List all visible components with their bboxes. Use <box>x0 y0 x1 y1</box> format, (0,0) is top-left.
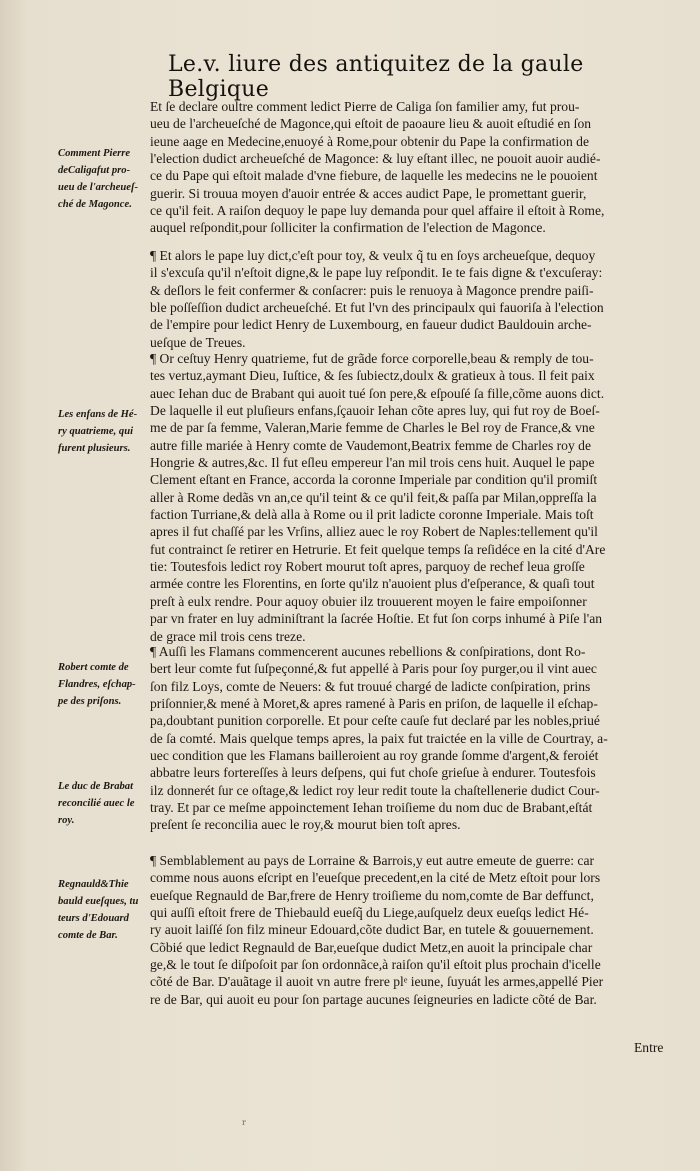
margin-note-line: ry quatrieme, qui <box>58 426 134 437</box>
text-line: priſonnier,& mené à Moret,& apres ramené à Paris en priſon, de laquelle il eſchap- <box>150 696 598 712</box>
margin-note-line: Regnauld&Thie <box>58 879 129 890</box>
margin-note-robert <box>58 659 154 710</box>
text-line: ueu de l'archeueſché de Magonce,qui eſtoit de paoaure lieu & auoit eſtudié en ſon <box>150 116 592 132</box>
margin-note-line: bauld eueſques, tu <box>58 896 139 907</box>
paragraph-1 <box>150 98 668 237</box>
text-line: ¶ Semblablement au pays de Lorraine & Barrois,y eut autre emeute de guerre: car <box>150 853 595 868</box>
text-line: ſon filz Loys, comte de Neuers: & fut trouué chargé de ladicte conſpiration, prins <box>150 678 591 694</box>
margin-note-line: Le duc de Brabat <box>58 781 134 792</box>
text-line: auquel reſpondit,pour ſolliciter la confirmation de l'election de Magonce. <box>150 220 546 236</box>
text-line: ieune aage en Medecine,enuoyé à Rome,pour obtenir du Pape la confirmation de <box>150 133 589 149</box>
text-line: eueſque Regnauld de Bar,frere de Henry troiſieme du nom,comte de Bar deffunct, <box>150 887 594 903</box>
margin-note-line: Robert comte de <box>58 662 129 673</box>
text-line: armée contre les Florentins, en ſorte qu'ilz n'auoient plus d'eſperance, & quaſi tout <box>150 576 595 592</box>
text-line: ce du Pape qui eſtoit malade d'vne fiebure, de laquelle les medecins ne le pouoient <box>150 168 598 184</box>
paragraph-2 <box>150 247 668 351</box>
text-line: de ſa comté. Mais quelque temps apres, la paix fut traictée en la ville de Courtray, a- <box>150 730 608 746</box>
text-line: auec Iehan duc de Brabant qui auoit tué ſon pere,& eſpouſé ſa fille,cõme auons dict. <box>150 385 605 401</box>
text-line: ¶ Or ceſtuy Henry quatrieme, fut de grãde force corporelle,beau & remply de tou- <box>150 351 594 366</box>
text-line: re de Bar, qui auoit eu pour ſon partage aucunes ſeigneuries en ladicte cõté de Bar. <box>150 991 597 1007</box>
margin-note-line: Comment Pierre <box>58 148 131 159</box>
catchword: Entre <box>634 1040 664 1055</box>
text-line: ilz donnerét ſur ce oſtage,& ledict roy leur redit toute la chaſtellenerie dudict Cour- <box>150 782 600 798</box>
margin-note-enfans <box>58 406 154 457</box>
paragraph-3 <box>150 350 668 645</box>
text-line: ueſque de Treues. <box>150 334 246 350</box>
text-line: ge,& le tout ſe diſpoſoit par ſon ordonnãce,à raiſon qu'il eſtoit plus prochain d'icelle <box>150 957 601 973</box>
text-line: Et ſe declare oultre comment ledict Pierre de Caliga ſon familier amy, fut prou- <box>150 99 580 114</box>
text-line: ble poſſeſſion dudict archeueſché. Et fut l'vn des principaulx qui fauoriſa à l'election <box>150 300 604 316</box>
text-line: ¶ Auſſi les Flamans commencerent aucunes rebellions & conſpirations, dont Ro- <box>150 644 586 659</box>
paragraph-4 <box>150 643 668 834</box>
margin-note-line: Flandres, eſchap- <box>58 679 136 690</box>
text-line: preſt à eulx rendre. Pour aquoy obuier ilz trouuerent moyen le faire empoiſonner <box>150 593 587 609</box>
text-line: faction Turriane,& delà alla à Rome ou il prit ladicte coronne Imperiale. Mais toſt <box>150 507 594 523</box>
text-line: ry auoit laiſſé ſon filz mineur Edouard,cõte dudict Bar, en tutele & gouuernement. <box>150 922 594 938</box>
text-line: Cõbié que ledict Regnauld de Bar,eueſque dudict Metz,en auoit la principale char <box>150 939 593 955</box>
text-line: me de par ſa femme, Valeran,Marie femme de Charles le Bel roy de France,& vne <box>150 420 595 436</box>
text-line: pa,doubtant punition corporelle. Et pour ceſte cauſe fut declaré par les nobles,priué <box>150 713 600 729</box>
text-line: & deſlors le feit confermer & conſacrer: puis le renuoya à Magonce prendre paiſi- <box>150 282 594 298</box>
printer-mark: r <box>242 1118 246 1127</box>
margin-note-line: deCaligafut pro- <box>58 165 131 176</box>
margin-note-line: ueu de l'archeueſ- <box>58 182 139 193</box>
text-line: Hongrie & autres,&c. Il fut eſleu empereur l'an mil trois cens huit. Auquel le pape <box>150 455 595 471</box>
margin-note-line: comte de Bar. <box>58 930 118 941</box>
margin-note-line: roy. <box>58 815 75 826</box>
text-line: l'election dudict archeueſché de Magonce: & luy eſtant illec, ne pouoit auoir audié- <box>150 151 601 167</box>
text-line: de grace mil trois cens treze. <box>150 628 306 644</box>
text-line: apres il fut chaſſé par les Vrſins, alliez auec le roy Robert de Naples:tellement qu'il <box>150 524 598 540</box>
text-line: il s'excuſa qu'il n'eſtoit digne,& le pape luy reſpondit. Ie te fais digne & t'excuſeray: <box>150 265 603 281</box>
text-line: bert leur comte fut ſuſpeçonné,& fut appellé à Paris pour ſoy purger,ou il vint auec <box>150 661 597 677</box>
text-line: tie: Toutesfois ledict roy Robert mourut toſt apres, parquoy de rechef leua groſſe <box>150 559 585 575</box>
text-line: abbatre leurs fortereſſes à leurs deſpens, qui fut choſe grieſue à endurer. Toutesfois <box>150 765 596 781</box>
text-line: de l'empire pour ledict Henry de Luxembourg, en faueur dudict Bauldouin arche- <box>150 317 592 333</box>
text-line: tes vertuz,aymant Dieu, Iuſtice, & ſes ſubiectz,doulx & gratieux à tous. Il feit paix <box>150 368 595 384</box>
margin-note-brabant <box>58 778 154 829</box>
margin-note-line: teurs d'Edouard <box>58 913 129 924</box>
margin-note-caligula <box>58 145 154 213</box>
text-line: aller à Rome dedãs vn an,ce qu'il teint & ce qu'il feit,& paſſa par Milan,oppreſſa la <box>150 489 597 505</box>
text-line: ce qu'il feit. A raiſon dequoy le pape luy demanda pour quel affaire il eſtoit à Rome, <box>150 203 605 219</box>
margin-note-line: Les enfans de Hé- <box>58 409 138 420</box>
text-line: Clement eſtant en France, accorda la coronne Imperiale par condition qu'il promiſt <box>150 472 598 488</box>
running-title: Le.v. liure des antiquitez de la gaule Belgique <box>168 52 584 102</box>
margin-note-line: pe des priſons. <box>58 696 122 707</box>
margin-note-line: reconcilié auec le <box>58 798 135 809</box>
margin-note-line: furent plusieurs. <box>58 443 131 454</box>
paragraph-5 <box>150 852 668 1008</box>
text-line: autre fille mariée à Henry comte de Vaudemont,Beatrix femme de Charles roy de <box>150 437 591 453</box>
text-line: fut contrainct ſe retirer en Hetrurie. Et feit quelque temps ſa reſidéce en la cité d'Are <box>150 541 606 557</box>
text-line: par vn frater en luy adminiſtrant la ſacrée Hoſtie. Et fut ſon corps inhumé à Piſe l'an <box>150 611 603 627</box>
text-line: cõté de Bar. D'auãtage il auoit vn autre frere plᵉ ieune, ſuyuát les armes,appellé Pier <box>150 974 604 990</box>
text-line: uec condition que les Flamans bailleroient au roy grande ſomme d'argent,& feroiét <box>150 748 599 764</box>
margin-note-line: ché de Magonce. <box>58 199 132 210</box>
text-line: qui auſſi eſtoit frere de Thiebauld eueſq̃ du Liege,auſquelz deux eueſqs ledict Hé- <box>150 905 589 921</box>
margin-note-regnauld <box>58 876 154 944</box>
text-line: guerir. Si trouua moyen d'auoir entrée & acces audict Pape, le promettant guerir, <box>150 185 587 201</box>
text-line: comme nous auons eſcript en l'eueſque precedent,en la cité de Metz eſtoit pour lors <box>150 870 601 886</box>
text-line: preſent ſe reconcilia auec le roy,& mourut bien toſt apres. <box>150 817 461 833</box>
text-line: De laquelle il eut pluſieurs enfans,ſçauoir Iehan cõte apres luy, qui fut roy de Boeſ- <box>150 403 600 419</box>
text-line: ¶ Et alors le pape luy dict,c'eſt pour toy, & veulx q̃ tu en ſoys archeueſque, dequoy <box>150 248 596 263</box>
text-line: tray. Et par ce meſme appoinctement Iehan troiſieme du nom duc de Brabant,eſtát <box>150 800 593 816</box>
